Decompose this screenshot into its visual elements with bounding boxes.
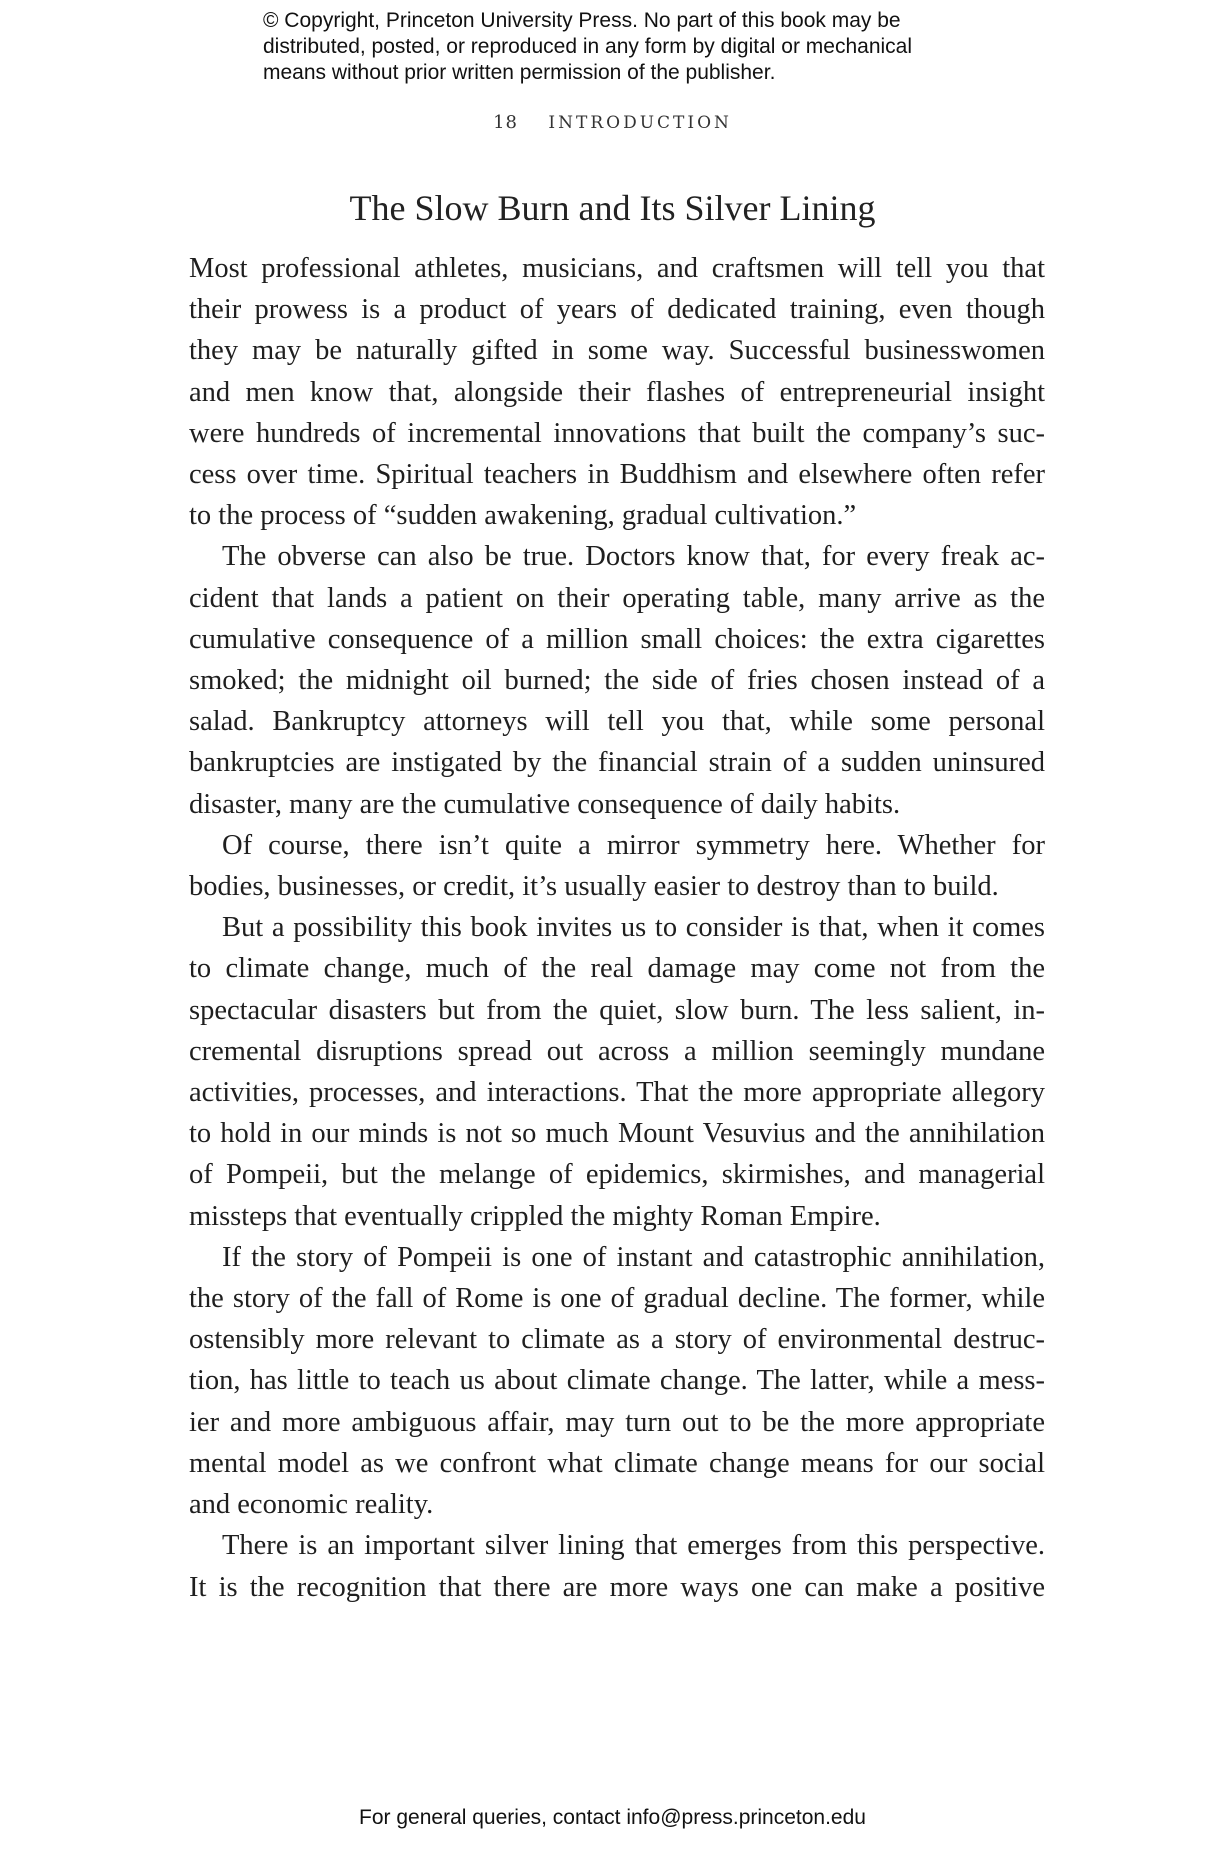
text-line: tion, has little to teach us about climate change. The latter, while a mess- xyxy=(189,1365,1045,1397)
text-line: to climate change, much of the real damage may come not from the xyxy=(189,953,1045,985)
text-line: mental model as we confront what climate change means for our social xyxy=(189,1447,1045,1479)
text-line: they may be naturally gifted in some way. Successful businesswomen xyxy=(189,335,1045,367)
text-line: smoked; the midnight oil burned; the side of fries chosen instead of a xyxy=(189,665,1045,697)
text-line: It is the recognition that there are more ways one can make a positive xyxy=(189,1571,1045,1603)
text-line: to hold in our minds is not so much Mount Vesuvius and the annihilation xyxy=(189,1118,1045,1150)
page-number: 18 xyxy=(493,112,518,133)
text-line: and men know that, alongside their flashes of entrepreneurial insight xyxy=(189,376,1045,408)
text-line: But a possibility this book invites us to consider is that, when it comes xyxy=(222,912,1045,944)
text-line: cident that lands a patient on their operating table, many arrive as the xyxy=(189,582,1045,614)
text-line: were hundreds of incremental innovations that built the company’s suc- xyxy=(189,417,1045,449)
text-line: cess over time. Spiritual teachers in Buddhism and elsewhere often refer xyxy=(189,459,1045,491)
text-line: cumulative consequence of a million small choices: the extra cigarettes xyxy=(189,623,1045,655)
body-text xyxy=(189,248,1045,1608)
footer-contact: For general queries, contact info@press.princeton.edu xyxy=(359,1806,866,1829)
text-line: ostensibly more relevant to climate as a story of environmental destruc- xyxy=(189,1324,1045,1356)
text-line: the story of the fall of Rome is one of gradual decline. The former, while xyxy=(189,1283,1045,1315)
running-head-section: INTRODUCTION xyxy=(548,113,732,133)
text-line: If the story of Pompeii is one of instant and catastrophic annihilation, xyxy=(222,1241,1045,1273)
paragraph xyxy=(189,536,1045,824)
text-line: their prowess is a product of years of dedicated training, even though xyxy=(189,294,1045,326)
text-line: There is an important silver lining that emerges from this perspective. xyxy=(222,1530,1045,1562)
text-line: cremental disruptions spread out across a million seemingly mundane xyxy=(189,1035,1045,1067)
text-line: The obverse can also be true. Doctors know that, for every freak ac- xyxy=(222,541,1045,573)
text-line: of Pompeii, but the melange of epidemics, skirmishes, and managerial xyxy=(189,1159,1045,1191)
running-head xyxy=(0,112,1225,133)
copyright-notice xyxy=(263,8,983,86)
text-line: activities, processes, and interactions. That the more appropriate allegory xyxy=(189,1077,1045,1109)
copyright-line: means without prior written permission of the publisher. xyxy=(263,61,776,84)
text-line: ier and more ambiguous affair, may turn out to be the more appropriate xyxy=(189,1406,1045,1438)
paragraph xyxy=(189,825,1045,907)
paragraph xyxy=(189,907,1045,1237)
text-line: salad. Bankruptcy attorneys will tell you that, while some personal xyxy=(189,706,1045,738)
text-line: Of course, there isn’t quite a mirror symmetry here. Whether for xyxy=(222,829,1045,861)
text-line: disaster, many are the cumulative consequence of daily habits. xyxy=(189,788,901,820)
copyright-line: distributed, posted, or reproduced in any form by digital or mechanical xyxy=(263,35,913,58)
text-line: bankruptcies are instigated by the financial strain of a sudden uninsured xyxy=(189,747,1045,779)
paragraph xyxy=(189,1525,1045,1607)
paragraph xyxy=(189,248,1045,536)
paragraph xyxy=(189,1237,1045,1525)
text-line: and economic reality. xyxy=(189,1489,434,1521)
text-line: bodies, businesses, or credit, it’s usually easier to destroy than to build. xyxy=(189,871,999,903)
text-line: to the process of “sudden awakening, gradual cultivation.” xyxy=(189,500,857,532)
text-line: missteps that eventually crippled the mighty Roman Empire. xyxy=(189,1200,881,1232)
copyright-line: © Copyright, Princeton University Press. No part of this book may be xyxy=(263,9,901,32)
text-line: Most professional athletes, musicians, and craftsmen will tell you that xyxy=(189,253,1045,284)
section-title: The Slow Burn and Its Silver Lining xyxy=(349,188,876,228)
text-line: spectacular disasters but from the quiet, slow burn. The less salient, in- xyxy=(189,994,1045,1026)
